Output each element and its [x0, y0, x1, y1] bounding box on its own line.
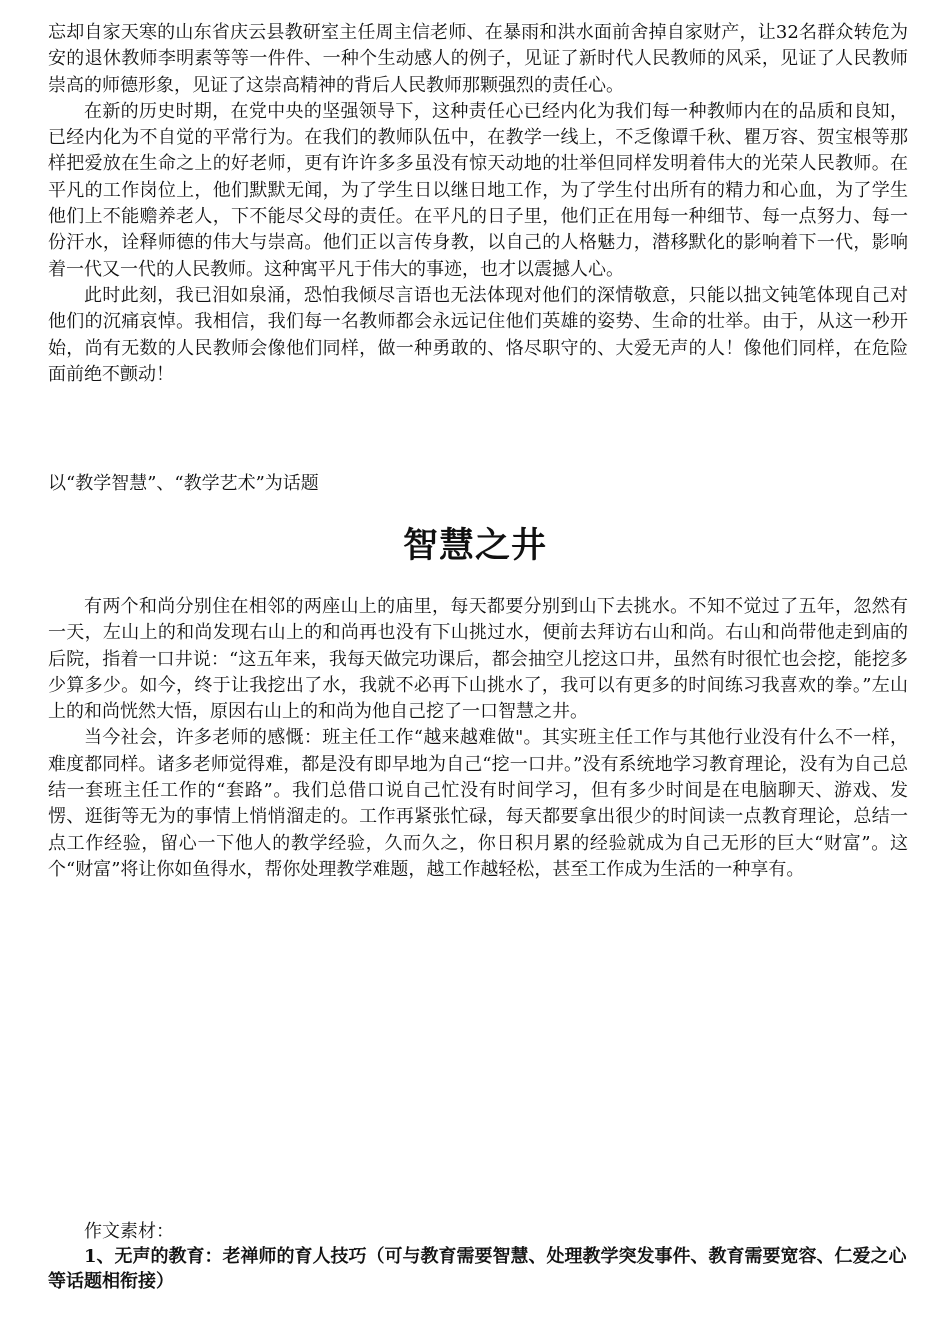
- paragraph: 当今社会，许多老师的感慨：班主任工作“越来越难做"。其实班主任工作与其他行业没有什么不一样，难度都同样。诸多老师觉得难，都是没有即早地为自己“挖一口井。”没有系统地学习教育理论，没有为自己总结一套班主任工作的“套路”。我们总借口说自己忙没有时间学习，但有多少时间是在电脑聊天、游戏、发愣、逛街等无为的事情上悄悄溜走的。工作再紧张忙碌，每天都要拿出很少的时间读一点教育理论，总结一点工作经验，留心一下他人的教学经验，久而久之，你日积月累的经验就成为自己无形的巨大“财富”。这个“财富”将让你如鱼得水，帮你处理教学难题，越工作越轻松，甚至工作成为生活的一种享有。: [48, 727, 908, 880]
- essay-title: 智慧之井: [402, 525, 547, 566]
- essay-section-wisdom-well: [48, 594, 908, 883]
- paragraph: 此时此刻，我已泪如泉涌，恐怕我倾尽言语也无法体现对他们的深情敬意，只能以拙文钝笔体现自己对他们的沉痛哀悼。我相信，我们每一名教师都会永远记住他们英雄的姿势、生命的壮举。由于，从这一秒开始，尚有无数的人民教师会像他们同样，做一种勇敢的、恪尽职守的、大爱无声的人！像他们同样，在危险面前绝不颤动！: [48, 284, 908, 385]
- paragraph: 在新的历史时期，在党中央的坚强领导下，这种责任心已经内化为我们每一种教师内在的品质和良知，已经内化为不自觉的平常行为。在我们的教师队伍中，在教学一线上，不乏像谭千秋、瞿万容、贺宝根等那样把爱放在生命之上的好老师，更有许许多多虽没有惊天动地的壮举但同样发明着伟大的光荣人民教师。在平凡的工作岗位上，他们默默无闻，为了学生日以继日地工作，为了学生付出所有的精力和心血，为了学生他们上不能赡养老人，下不能尽父母的责任。在平凡的日子里，他们正在用每一种细节、每一点努力、每一份汗水，诠释师德的伟大与崇高。他们正以言传身教，以自己的人格魅力，潜移默化的影响着下一代，影响着一代又一代的人民教师。这种寓平凡于伟大的事迹，也才以震撼人心。: [48, 100, 908, 280]
- essay-section-responsibility: [48, 20, 908, 388]
- topic-line: 以“教学智慧”、“教学艺术”为话题: [48, 473, 319, 494]
- materials-item: 1、无声的教育：老禅师的育人技巧（可与教育需要智慧、处理教学突发事件、教育需要宽容、仁爱之心等话题相衔接）: [48, 1246, 907, 1292]
- paragraph: 有两个和尚分别住在相邻的两座山上的庙里，每天都要分别到山下去挑水。不知不觉过了五年，忽然有一天，左山上的和尚发现右山上的和尚再也没有下山挑过水，便前去拜访右山和尚。右山和尚带他走到庙的后院，指着一口井说：“这五年来，我每天做完功课后，都会抽空儿挖这口井，虽然有时很忙也会挖，能挖多少算多少。如今，终于让我挖出了水，我就不必再下山挑水了，我可以有更多的时间练习我喜欢的拳。”左山上的和尚恍然大悟，原因右山上的和尚为他自己挖了一口智慧之井。: [48, 596, 908, 723]
- materials-section: [48, 1219, 908, 1294]
- materials-label: 作文素材：: [84, 1221, 174, 1242]
- paragraph: 忘却自家天寒的山东省庆云县教研室主任周主信老师、在暴雨和洪水面前舍掉自家财产，让32名群众转危为安的退休教师李明素等等一件件、一种个生动感人的例子，见证了新时代人民教师的风采，见证了人民教师崇高的师德形象，见证了这崇高精神的背后人民教师那颗强烈的责任心。: [48, 22, 908, 96]
